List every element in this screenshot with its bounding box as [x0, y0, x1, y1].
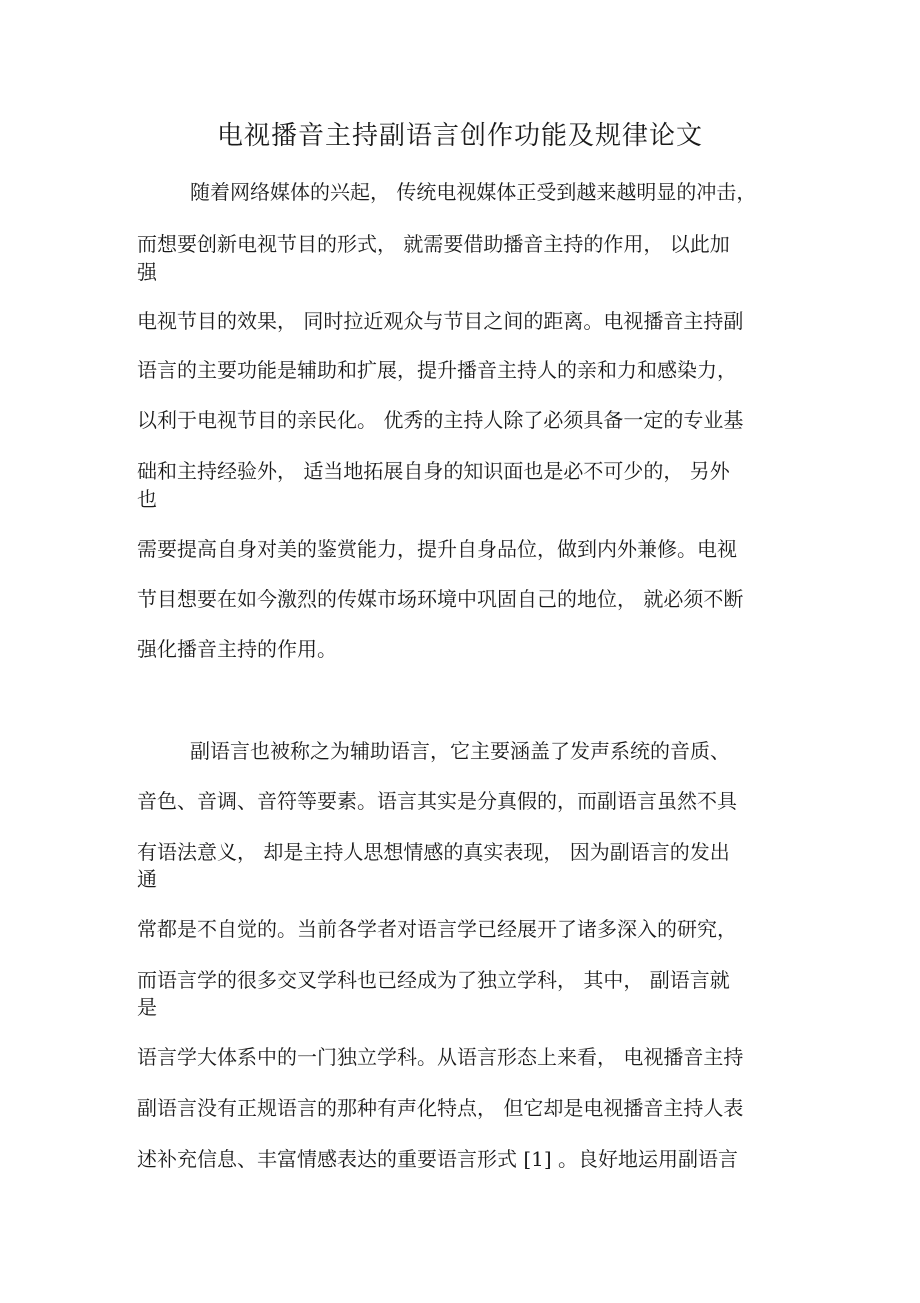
paragraph-line: 强: [137, 260, 157, 284]
paragraph-line: 节目想要在如今激烈的传媒市场环境中巩固自己的地位， 就必须不断: [137, 587, 744, 611]
paragraph-line: 副语言也被称之为辅助语言，它主要涵盖了发声系统的音质、: [190, 739, 730, 763]
paragraph-line: 音色、音调、音符等要素。语言其实是分真假的，而副语言虽然不具: [137, 789, 737, 813]
paragraph-line: 随着网络媒体的兴起， 传统电视媒体正受到越来越明显的冲击，: [190, 180, 757, 204]
paragraph-line: 电视节目的效果， 同时拉近观众与节目之间的距离。电视播音主持副: [137, 309, 744, 333]
paragraph-line: 础和主持经验外， 适当地拓展自身的知识面也是必不可少的， 另外: [137, 459, 730, 483]
page-title: 电视播音主持副语言创作功能及规律论文: [216, 121, 703, 151]
paragraph-line: 语言的主要功能是辅助和扩展，提升播音主持人的亲和力和感染力，: [137, 358, 737, 382]
paragraph-line: 需要提高自身对美的鉴赏能力，提升自身品位，做到内外兼修。电视: [137, 537, 737, 561]
paragraph-line: 是: [137, 995, 157, 1019]
paragraph-line: 也: [137, 487, 157, 511]
paragraph-line: 强化播音主持的作用。: [137, 637, 337, 661]
paragraph-line: 以利于电视节目的亲民化。 优秀的主持人除了必须具备一定的专业基: [137, 408, 744, 432]
paragraph-line: 语言学大体系中的一门独立学科。从语言形态上来看， 电视播音主持: [137, 1045, 744, 1069]
paragraph-line: 而想要创新电视节目的形式， 就需要借助播音主持的作用， 以此加: [137, 232, 730, 256]
paragraph-line: 通: [137, 867, 157, 891]
paragraph-line: 述补充信息、丰富情感表达的重要语言形式 [1] 。良好地运用副语言: [137, 1147, 739, 1171]
paragraph-line: 而语言学的很多交叉学科也已经成为了独立学科， 其中， 副语言就: [137, 968, 730, 992]
paragraph-line: 有语法意义， 却是主持人思想情感的真实表现， 因为副语言的发出: [137, 840, 730, 864]
paragraph-line: 常都是不自觉的。当前各学者对语言学已经展开了诸多深入的研究，: [137, 917, 737, 941]
paragraph-line: 副语言没有正规语言的那种有声化特点， 但它却是电视播音主持人表: [137, 1096, 744, 1120]
